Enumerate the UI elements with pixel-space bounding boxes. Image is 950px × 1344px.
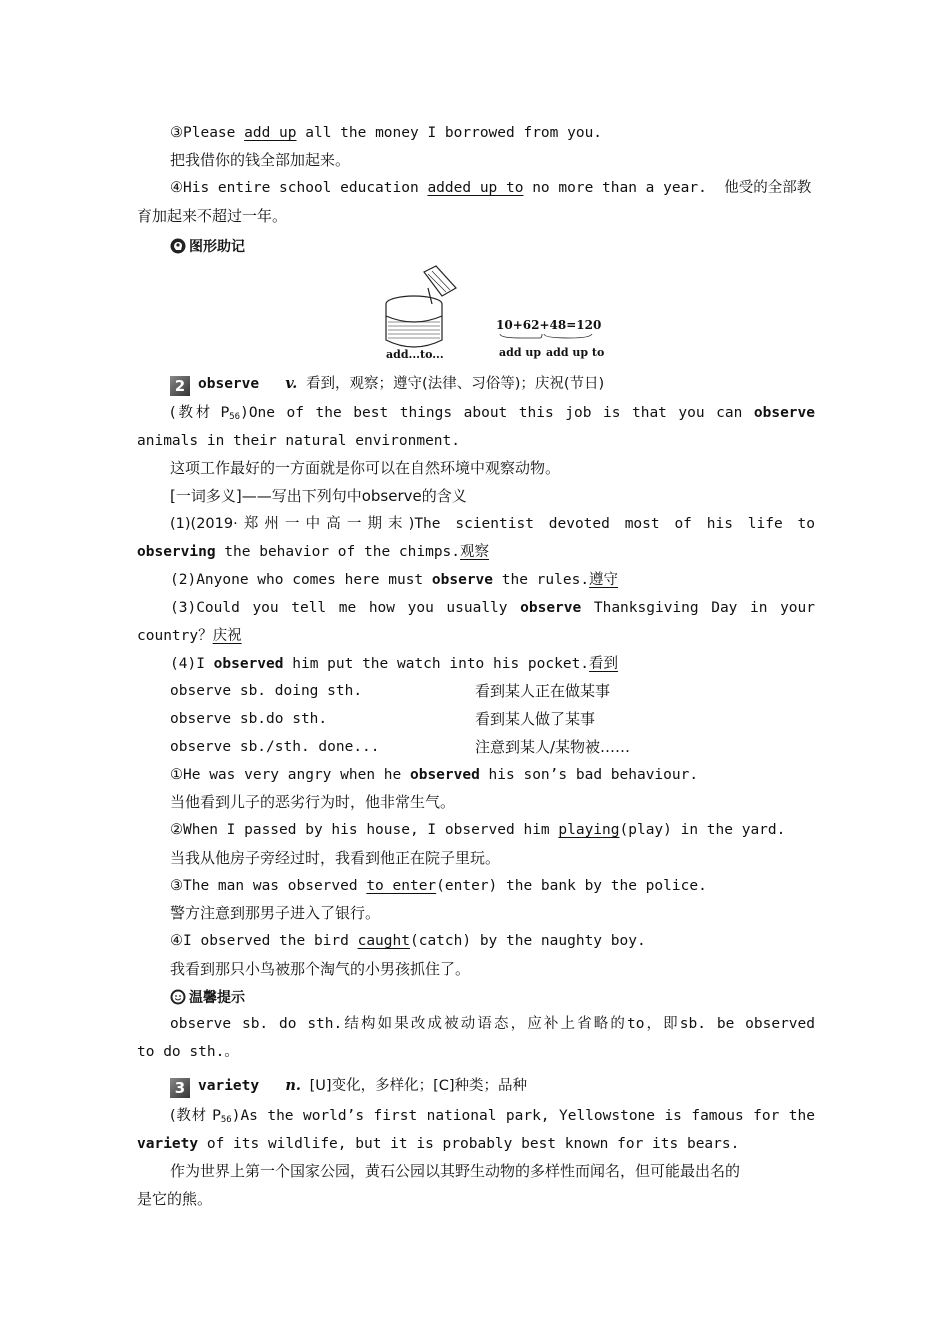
- polysemy-2: (2)Anyone who comes here must observe the rules.遵守: [170, 572, 619, 588]
- addup-example-4: ④His entire school education added up to no more than a year. 他受的全部教: [170, 180, 812, 196]
- observe-example-2: ②When I passed by his house, I observed him playing(play) in the yard.: [170, 822, 786, 838]
- observe-example-3-cn: 警方注意到那男子进入了银行。: [170, 904, 381, 922]
- answer: 观察: [460, 544, 490, 560]
- brain-icon: [170, 238, 186, 254]
- observe-source-cn: 这项工作最好的一方面就是你可以在自然环境中观察动物。: [170, 459, 561, 477]
- observe-source-line2: animals in their natural environment.: [137, 433, 461, 449]
- pattern-3-cn: 注意到某人/某物被……: [475, 738, 631, 756]
- answer: 庆祝: [212, 628, 242, 644]
- variety-entry: 3 variety n. [U]变化，多样化；[C]种类；品种: [170, 1076, 527, 1098]
- observe-example-4-cn: 我看到那只小鸟被那个淘气的小男孩抓住了。: [170, 960, 471, 978]
- entry-number-badge: 3: [170, 1078, 190, 1098]
- variety-cn-line1: 作为世界上第一个国家公园，黄石公园以其野生动物的多样性而闻名，但可能最出名的: [170, 1162, 741, 1180]
- observe-example-1-cn: 当他看到儿子的恶劣行为时，他非常生气。: [170, 793, 456, 811]
- fig-label-mid: add up: [499, 346, 542, 359]
- polysemy-3-line1: (3)Could you tell me how you usually observe Thanksgiving Day in your: [170, 600, 815, 616]
- polysemy-3-line2: country？庆祝: [137, 628, 242, 644]
- observe-example-2-cn: 当我从他房子旁经过时，我看到他正在院子里玩。: [170, 849, 501, 867]
- polysemy-1-line2: observing the behavior of the chimps.观察: [137, 544, 490, 560]
- entry-number-badge: 2: [170, 376, 190, 396]
- polysemy-heading: [一词多义]——写出下列句中observe的含义: [170, 487, 467, 505]
- addup-figure: [380, 258, 620, 363]
- addup-example-4-cn: 育加起来不超过一年。: [137, 207, 288, 225]
- pattern-1-en: observe sb. doing sth.: [170, 683, 363, 699]
- fig-label-right: add up to: [546, 346, 605, 359]
- pattern-2-cn: 看到某人做了某事: [475, 710, 596, 728]
- pattern-1-cn: 看到某人正在做某事: [475, 682, 611, 700]
- observe-source-line1: (教材 $P_{56})One$ of the best things about this job is that you can observe: [170, 405, 815, 422]
- polysemy-4: (4)I observed him put the watch into his pocket.看到: [170, 656, 619, 672]
- observe-entry: 2 observe v. 看到，观察；遵守(法律、习俗等)；庆祝(节日): [170, 374, 604, 396]
- tip-line2: to do sth.。: [137, 1044, 239, 1060]
- observe-example-1: ①He was very angry when he observed his son’s bad behaviour.: [170, 767, 699, 783]
- fig-equation: 10+62+48=120: [496, 318, 602, 332]
- observe-example-3: ③The man was observed to enter(enter) the bank by the police.: [170, 878, 707, 894]
- tip-heading: 温馨提示: [170, 988, 245, 1008]
- smiley-icon: [170, 989, 186, 1005]
- addup-example-3: ③Please add up all the money I borrowed from you.: [170, 125, 603, 141]
- answer: 看到: [589, 656, 619, 672]
- variety-source-line2: variety of its wildlife, but it is probably best known for its bears.: [137, 1136, 740, 1152]
- observe-example-4: ④I observed the bird caught(catch) by the naughty boy.: [170, 933, 646, 949]
- variety-cn-line2: 是它的熊。: [137, 1190, 213, 1208]
- addup-example-3-cn: 把我借你的钱全部加起来。: [170, 151, 351, 169]
- container-illustration: [386, 266, 456, 347]
- pattern-3-en: observe sb./sth. done...: [170, 739, 380, 755]
- variety-source-line1: (教材 $P_{56})As$ the world’s first national park, Yellowstone is famous for the: [170, 1108, 815, 1125]
- fig-label-left: add...to...: [386, 348, 444, 361]
- polysemy-1-line1: (1)(2019·郑州一中高一期末)The scientist devoted most of his life to: [170, 516, 815, 532]
- pattern-2-en: observe sb.do sth.: [170, 711, 328, 727]
- memory-aid-heading: 图形助记: [170, 237, 245, 257]
- answer: 遵守: [589, 572, 619, 588]
- tip-line1: observe sb. do sth.结构如果改成被动语态，应补上省略的to，即sb. be observed: [170, 1016, 815, 1032]
